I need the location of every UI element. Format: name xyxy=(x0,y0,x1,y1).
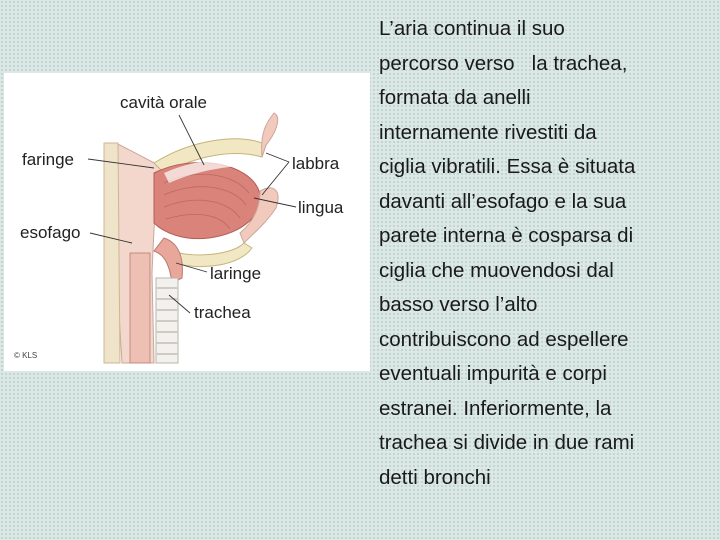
text-line: internamente rivestiti da xyxy=(379,120,597,144)
larynx-structure xyxy=(154,238,182,283)
anatomy-figure xyxy=(4,73,370,371)
text-line: estranei. Inferiormente, la xyxy=(379,396,612,420)
text-line: ciglia vibratili. Essa è situata xyxy=(379,155,636,178)
trachea-label: trachea xyxy=(194,303,251,322)
description-text xyxy=(379,12,709,495)
text-line: parete interna è cosparsa di xyxy=(379,224,634,247)
cervical-spine xyxy=(104,143,120,363)
esophagus-tube xyxy=(130,253,150,363)
text-line: formata da anelli xyxy=(379,86,531,109)
text-line: basso verso l’alto xyxy=(379,293,538,316)
esophagus-label: esofago xyxy=(20,223,81,242)
text-line: percorso verso la trachea, xyxy=(379,51,628,75)
larynx-label: laringe xyxy=(210,264,262,283)
tongue-label: lingua xyxy=(298,198,344,217)
lips-label: labbra xyxy=(292,154,340,173)
text-line: trachea si divide in due rami xyxy=(379,431,635,454)
head-neck-cross-section xyxy=(4,73,370,371)
upper-lip xyxy=(262,113,278,157)
jaw xyxy=(174,243,252,267)
text-line: ciglia che muovendosi dal xyxy=(379,258,614,282)
text-line: davanti all’esofago e la sua xyxy=(379,189,627,213)
text-line: contribuiscono ad espellere xyxy=(379,327,629,351)
pharynx-label: faringe xyxy=(22,150,74,169)
text-line: detti bronchi xyxy=(379,465,491,489)
text-line: L’aria continua il suo xyxy=(379,17,565,40)
oral-cavity-label: cavità orale xyxy=(120,93,207,112)
copyright-mark: © KLS xyxy=(14,351,38,360)
text-line: eventuali impurità e corpi xyxy=(379,362,607,385)
